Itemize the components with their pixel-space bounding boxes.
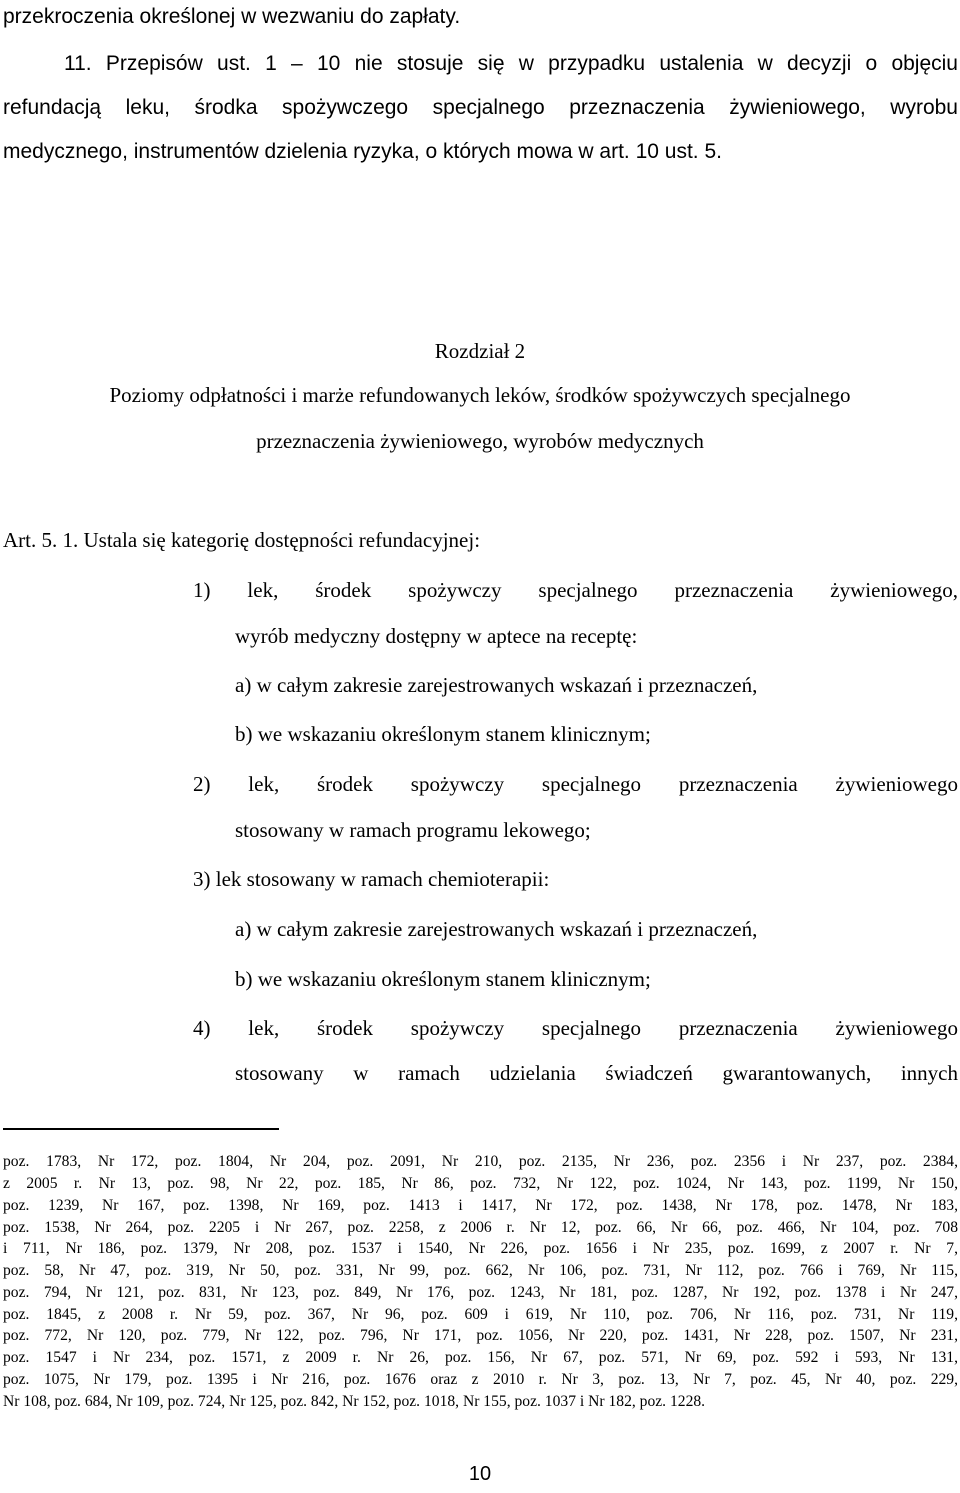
list-item: stosowany w ramach programu lekowego; [235,818,591,842]
footnote-line: i 711, Nr 186, poz. 1379, Nr 208, poz. 1537 i 1540, Nr 226, poz. 1656 i Nr 235, poz. 1699, z 2007 r. Nr 7, [3,1240,958,1257]
text-line: medycznego, instrumentów dzielenia ryzyka, o których mowa w art. 10 ust. 5. [3,140,722,163]
text-line: 11. Przepisów ust. 1 – 10 nie stosuje się w przypadku ustalenia w decyzji o objęciu [64,52,958,75]
footnote-line: poz. 1547 i Nr 234, poz. 1571, z 2009 r. Nr 26, poz. 156, Nr 67, poz. 571, Nr 69, poz. 592 i 593, Nr 131, [3,1349,958,1366]
chapter-title: Poziomy odpłatności i marże refundowanych leków, środków spożywczych specjalnego [109,383,851,407]
footnote-line: poz. 1538, Nr 264, poz. 2205 i Nr 267, poz. 2258, z 2006 r. Nr 12, poz. 66, Nr 66, poz. 466, Nr 104, poz. 708 [3,1219,958,1236]
list-item: 1) lek, środek spożywczy specjalnego przeznaczenia żywieniowego, [193,578,958,602]
list-subitem: a) w całym zakresie zarejestrowanych wskazań i przeznaczeń, [235,917,758,941]
footnote-separator [3,1128,279,1130]
list-item: 2) lek, środek spożywczy specjalnego przeznaczenia żywieniowego [193,772,958,796]
footnote-line: Nr 108, poz. 684, Nr 109, poz. 724, Nr 125, poz. 842, Nr 152, poz. 1018, Nr 155, poz. 1037 i Nr 182, poz. 1228. [3,1393,706,1410]
list-subitem: b) we wskazaniu określonym stanem klinicznym; [235,967,651,991]
footnote-line: poz. 1239, Nr 167, poz. 1398, Nr 169, poz. 1413 i 1417, Nr 172, poz. 1438, Nr 178, poz. 1478, Nr 183, [3,1197,958,1214]
list-item: 4) lek, środek spożywczy specjalnego przeznaczenia żywieniowego [193,1016,958,1040]
page-number: 10 [468,1463,492,1485]
footnote-line: poz. 1075, Nr 179, poz. 1395 i Nr 216, poz. 1676 oraz z 2010 r. Nr 3, poz. 13, Nr 7, poz. 45, Nr 40, poz. 229, [3,1371,958,1388]
list-subitem: b) we wskazaniu określonym stanem klinicznym; [235,722,651,746]
list-item: 3) lek stosowany w ramach chemioterapii: [193,867,550,891]
footnote-line: poz. 58, Nr 47, poz. 319, Nr 50, poz. 331, Nr 99, poz. 662, Nr 106, poz. 731, Nr 112, poz. 766 i 769, Nr 115, [3,1262,958,1279]
article-lead: Art. 5. 1. Ustala się kategorię dostępności refundacyjnej: [3,528,481,552]
footnote-line: poz. 772, Nr 120, poz. 779, Nr 122, poz. 796, Nr 171, poz. 1056, Nr 220, poz. 1431, Nr 228, poz. 1507, Nr 231, [3,1327,958,1344]
footnote-line: poz. 1845, z 2008 r. Nr 59, poz. 367, Nr 96, poz. 609 i 619, Nr 110, poz. 706, Nr 116, poz. 731, Nr 119, [3,1306,958,1323]
list-subitem: a) w całym zakresie zarejestrowanych wskazań i przeznaczeń, [235,673,758,697]
footnote-line: poz. 794, Nr 121, poz. 831, Nr 123, poz. 849, Nr 176, poz. 1243, Nr 181, poz. 1287, Nr 192, poz. 1378 i Nr 247, [3,1284,958,1301]
list-item: stosowany w ramach udzielania świadczeń gwarantowanych, innych [235,1061,958,1085]
text-line: refundacją leku, środka spożywczego specjalnego przeznaczenia żywieniowego, wyrobu [3,96,958,119]
footnote-line: z 2005 r. Nr 13, poz. 98, Nr 22, poz. 185, Nr 86, poz. 732, Nr 122, poz. 1024, Nr 143, poz. 1199, Nr 150, [3,1175,958,1192]
text-line: przekroczenia określonej w wezwaniu do zapłaty. [3,5,461,28]
list-item: wyrób medyczny dostępny w aptece na receptę: [235,624,638,648]
footnote-line: poz. 1783, Nr 172, poz. 1804, Nr 204, poz. 2091, Nr 210, poz. 2135, Nr 236, poz. 2356 i Nr 237, poz. 2384, [3,1153,958,1170]
chapter-number: Rozdział 2 [434,339,526,363]
chapter-title: przeznaczenia żywieniowego, wyrobów medycznych [256,429,704,453]
